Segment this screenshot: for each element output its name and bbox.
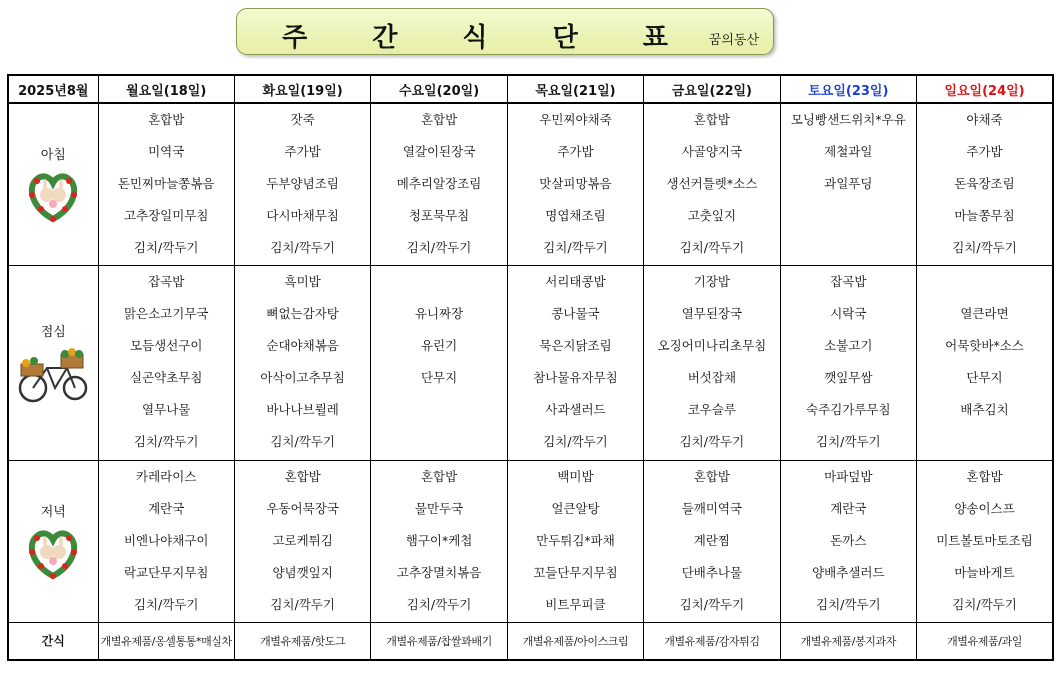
menu-item: 고로케튀김 (272, 532, 333, 548)
menu-item (371, 426, 506, 458)
dinner-day-cell (234, 460, 370, 622)
lunch-day-cell (644, 265, 780, 460)
menu-item: 얼큰알탕 (551, 500, 600, 516)
lunch-day-cell (371, 265, 507, 460)
menu-item: 명엽채조림 (545, 208, 606, 223)
menu-item: 백미밥 (557, 468, 594, 484)
menu-item: 주가밥 (557, 144, 594, 159)
menu-item: 계란찜 (693, 532, 731, 548)
day-header-sat: 토요일(23일) (780, 75, 916, 103)
menu-item: 오징어미나리초무침 (657, 337, 767, 353)
menu-item: 배추김치 (960, 401, 1009, 417)
menu-item: 실곤약초무침 (129, 369, 203, 385)
menu-item: 참나물유자무침 (533, 369, 618, 385)
menu-item: 주가밥 (284, 144, 321, 159)
menu-item: 계란국 (830, 500, 867, 516)
weekly-menu-table (7, 74, 1054, 661)
lunch-label-cell (8, 265, 98, 460)
page-title: 주 간 식 단 표 (282, 23, 696, 53)
meal-label: 저녁 (40, 504, 66, 520)
menu-item (917, 426, 1052, 458)
menu-item: 다시마채무침 (266, 208, 339, 223)
menu-item: 마늘쫑무침 (954, 208, 1015, 223)
menu-item: 단무지 (420, 369, 458, 385)
dinner-label-cell (8, 460, 98, 622)
menu-item: 양배추샐러드 (812, 564, 885, 580)
menu-item: 열갈이된장국 (402, 144, 476, 159)
menu-item: 흑미밥 (284, 273, 321, 289)
menu-item: 김치/깍두기 (679, 240, 745, 255)
facility-name: 꿈의동산 (708, 33, 759, 48)
menu-item: 햄구이*케첩 (405, 532, 473, 548)
menu-item: 김치/깍두기 (679, 433, 745, 449)
breakfast-row (8, 103, 1053, 265)
dinner-day-cell (507, 460, 643, 622)
menu-item: 생선커틀렛*소스 (666, 176, 758, 191)
menu-item: 계란국 (148, 500, 185, 516)
menu-item: 청포묵무침 (408, 208, 470, 223)
menu-item: 마늘바게트 (954, 564, 1015, 580)
snack-label: 간식 (8, 622, 98, 660)
menu-item: 고추장멸치볶음 (396, 564, 482, 580)
menu-item: 꼬들단무지무침 (533, 564, 618, 580)
menu-item: 메추리알장조림 (396, 176, 482, 191)
lunch-day-cell (780, 265, 916, 460)
menu-item: 미역국 (148, 144, 185, 159)
menu-item (781, 200, 916, 232)
snack-cell: 개별유제품/옹셀통통*매실차 (98, 622, 234, 660)
snack-cell: 개별유제품/아이스크림 (507, 622, 643, 660)
meal-label: 점심 (40, 325, 66, 340)
menu-item: 열무된장국 (681, 305, 743, 321)
menu-item: 김치/깍두기 (952, 596, 1017, 612)
menu-item: 기장밥 (693, 273, 731, 289)
day-header-thu: 목요일(21일) (507, 75, 643, 103)
menu-item: 뼈없는감자탕 (266, 305, 339, 321)
menu-item: 김치/깍두기 (270, 596, 335, 612)
bicycle-icon (9, 344, 98, 404)
menu-item (917, 266, 1052, 298)
menu-item: 김치/깍두기 (406, 240, 472, 255)
menu-item: 소불고기 (824, 337, 873, 353)
breakfast-day-cell (371, 103, 507, 265)
menu-item: 단배추나물 (681, 564, 743, 580)
breakfast-day-cell (98, 103, 234, 265)
day-header-fri: 금요일(22일) (644, 75, 780, 103)
menu-item: 돈육장조림 (954, 176, 1015, 191)
menu-item: 김치/깍두기 (952, 240, 1017, 255)
menu-item: 바나나브륄레 (266, 401, 339, 417)
menu-item: 열무나물 (142, 401, 191, 417)
menu-item: 혼합밥 (420, 468, 458, 484)
menu-item (371, 266, 506, 298)
menu-item: 우민찌야채죽 (539, 112, 612, 127)
menu-item: 유린기 (420, 337, 458, 353)
menu-item: 두부양념조림 (266, 176, 339, 191)
menu-item: 김치/깍두기 (133, 596, 199, 612)
dinner-day-cell (98, 460, 234, 622)
menu-item: 모닝빵샌드위치*우유 (790, 112, 906, 127)
snack-cell: 개별유제품/봉지과자 (780, 622, 916, 660)
dinner-day-cell (644, 460, 780, 622)
menu-item: 비엔나야채구이 (123, 532, 209, 548)
lunch-row (8, 265, 1053, 460)
menu-item: 고추장일미무침 (123, 208, 209, 223)
menu-item: 양송이스프 (954, 500, 1015, 516)
menu-item: 혼합밥 (966, 468, 1003, 484)
dinner-day-cell (917, 460, 1053, 622)
dinner-day-cell (371, 460, 507, 622)
snack-row (8, 622, 1053, 660)
menu-item: 들깨미역국 (681, 500, 743, 516)
menu-item: 콩나물국 (551, 305, 600, 321)
menu-item: 김치/깍두기 (133, 240, 199, 255)
meal-label: 아침 (40, 147, 66, 163)
menu-item: 카레라이스 (136, 468, 197, 484)
breakfast-day-cell (507, 103, 643, 265)
menu-item: 코우슬루 (687, 401, 737, 417)
lunch-day-cell (234, 265, 370, 460)
menu-item: 잡곡밥 (830, 273, 867, 289)
menu-item: 우동어묵장국 (266, 500, 339, 516)
breakfast-day-cell (234, 103, 370, 265)
menu-item: 비트무피클 (545, 596, 606, 612)
snack-cell: 개별유제품/감자튀김 (644, 622, 780, 660)
menu-item: 김치/깍두기 (133, 433, 199, 449)
menu-item: 돈까스 (830, 532, 867, 548)
menu-item: 혼합밥 (693, 468, 731, 484)
lunch-day-cell (98, 265, 234, 460)
menu-item: 양념깻잎지 (272, 564, 333, 580)
menu-item: 마파덮밥 (824, 468, 873, 484)
menu-item: 혼합밥 (148, 112, 185, 127)
menu-item: 주가밥 (966, 144, 1003, 159)
menu-item: 잣죽 (290, 112, 315, 127)
snack-cell: 개별유제품/핫도그 (234, 622, 370, 660)
menu-item: 야채죽 (966, 112, 1003, 127)
menu-item: 어묵핫바*소스 (945, 337, 1024, 353)
lunch-day-cell (917, 265, 1053, 460)
menu-item (781, 232, 916, 264)
day-header-tue: 화요일(19일) (234, 75, 370, 103)
menu-item: 김치/깍두기 (270, 240, 335, 255)
menu-item: 김치/깍두기 (816, 433, 881, 449)
menu-item: 돈민찌마늘쫑볶음 (117, 176, 215, 191)
menu-item: 아삭이고추무침 (260, 369, 345, 385)
menu-item: 단무지 (966, 369, 1003, 385)
breakfast-day-cell (644, 103, 780, 265)
menu-item: 만두튀김*파채 (536, 532, 615, 548)
day-header-mon: 월요일(18일) (98, 75, 234, 103)
menu-item: 락교단무지무침 (123, 564, 209, 580)
dinner-day-cell (780, 460, 916, 622)
snack-cell: 개별유제품/과일 (917, 622, 1053, 660)
menu-item: 열큰라면 (960, 305, 1009, 321)
day-header-wed: 수요일(20일) (371, 75, 507, 103)
menu-item: 모듬생선구이 (129, 337, 203, 353)
menu-item: 깻잎무쌈 (824, 369, 873, 385)
breakfast-label-cell (8, 103, 98, 265)
menu-item: 제철과일 (824, 144, 873, 159)
menu-item: 김치/깍두기 (679, 596, 745, 612)
menu-item: 맑은소고기무국 (123, 305, 209, 321)
menu-item: 묵은지닭조림 (539, 337, 612, 353)
menu-item: 혼합밥 (284, 468, 321, 484)
menu-item: 잡곡밥 (148, 273, 185, 289)
wreath-icon (9, 167, 98, 225)
snack-cell: 개별유제품/찹쌀꽈배기 (371, 622, 507, 660)
menu-item: 고춧잎지 (687, 208, 737, 223)
menu-item: 서리태콩밥 (545, 273, 606, 289)
day-header-sun: 일요일(24일) (917, 75, 1053, 103)
lunch-day-cell (507, 265, 643, 460)
menu-item: 유니짜장 (414, 305, 464, 321)
menu-item: 미트볼토마토조림 (936, 532, 1033, 548)
header-row (8, 75, 1053, 103)
menu-item: 사과샐러드 (545, 401, 606, 417)
menu-item: 버섯잡채 (687, 369, 737, 385)
menu-item: 김치/깍두기 (543, 240, 608, 255)
menu-item: 물만두국 (414, 500, 464, 516)
menu-item: 숙주김가루무침 (806, 401, 891, 417)
menu-item: 김치/깍두기 (270, 433, 335, 449)
menu-item: 시락국 (830, 305, 867, 321)
menu-item: 과일푸딩 (824, 176, 873, 191)
menu-item: 사골양지국 (681, 144, 743, 159)
dinner-row (8, 460, 1053, 622)
menu-item: 김치/깍두기 (816, 596, 881, 612)
menu-item: 혼합밥 (693, 112, 731, 127)
menu-item: 김치/깍두기 (406, 596, 472, 612)
breakfast-day-cell (917, 103, 1053, 265)
menu-item: 맛살피망볶음 (539, 176, 612, 191)
menu-item: 순대야채볶음 (266, 337, 339, 353)
menu-item (371, 394, 506, 426)
menu-item: 혼합밥 (420, 112, 458, 127)
menu-item: 김치/깍두기 (543, 433, 608, 449)
breakfast-day-cell (780, 103, 916, 265)
title-banner (236, 8, 774, 55)
wreath-icon (9, 524, 98, 582)
month-cell: 2025년8월 (8, 75, 98, 103)
